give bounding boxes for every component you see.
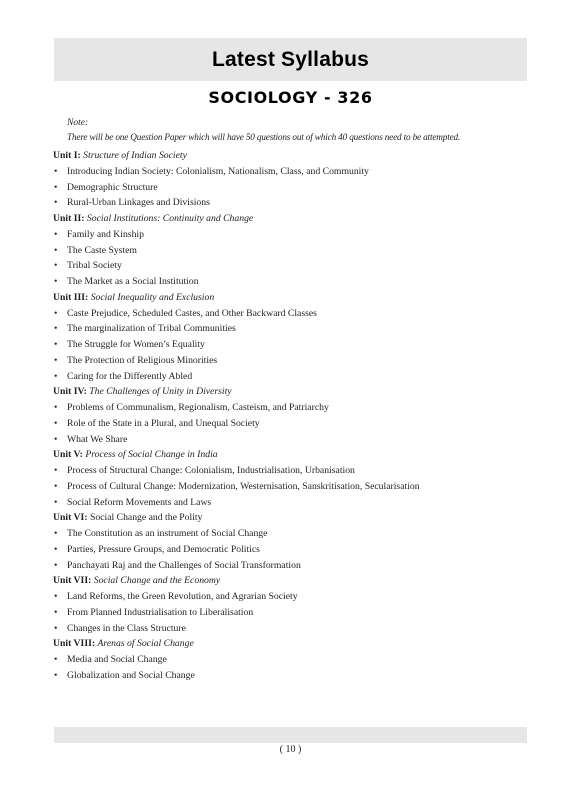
topic-list-item xyxy=(53,369,533,385)
unit-title: The Challenges of Unity in Diversity xyxy=(89,386,232,398)
topic-text: Process of Cultural Change: Modernization, Westernisation, Sanskritisation, Secularisation xyxy=(67,480,420,492)
topic-text: Land Reforms, the Green Revolution, and Agrarian Society xyxy=(67,591,298,602)
bullet-icon: • xyxy=(54,339,58,350)
topic-list-item xyxy=(53,337,533,353)
bullet-icon: • xyxy=(54,591,58,602)
topic-text: Tribal Society xyxy=(67,260,122,272)
bullet-icon: • xyxy=(54,370,58,382)
bullet-icon: • xyxy=(54,323,58,335)
topic-text: Process of Structural Change: Colonialism, Industrialisation, Urbanisation xyxy=(67,465,355,476)
bullet-icon: • xyxy=(54,528,58,539)
unit-label: Unit II: xyxy=(53,213,85,224)
unit-label: Unit V: xyxy=(53,449,83,461)
topic-list-item xyxy=(53,526,533,542)
topic-list-item xyxy=(53,227,533,243)
bullet-icon: • xyxy=(54,669,58,681)
topic-list-item xyxy=(53,558,533,574)
topic-list-item xyxy=(53,495,533,511)
topic-list-item xyxy=(53,668,533,684)
topic-text: Media and Social Change xyxy=(67,654,167,665)
title-banner xyxy=(54,38,527,81)
bullet-icon: • xyxy=(54,543,58,555)
topic-text: Parties, Pressure Groups, and Democratic Politics xyxy=(67,543,260,555)
unit-heading xyxy=(53,211,533,227)
topic-text: Role of the State in a Plural, and Unequal Society xyxy=(67,417,260,429)
topic-list-item xyxy=(53,605,533,621)
topic-text: What We Share xyxy=(67,433,128,445)
unit-label: Unit VIII: xyxy=(53,638,96,650)
bullet-icon: • xyxy=(54,276,58,287)
bullet-icon: • xyxy=(54,417,58,429)
topic-list-item xyxy=(53,416,533,432)
bullet-icon: • xyxy=(54,433,58,445)
bullet-icon: • xyxy=(54,559,58,571)
topic-text: Changes in the Class Structure xyxy=(67,622,186,634)
unit-heading xyxy=(53,510,533,526)
page-title: Latest Syllabus xyxy=(211,47,370,71)
unit-heading xyxy=(53,573,533,589)
unit-heading xyxy=(53,447,533,463)
bullet-icon: • xyxy=(54,622,58,634)
topic-text: Social Reform Movements and Laws xyxy=(67,496,212,508)
topic-text: Introducing Indian Society: Colonialism, Nationalism, Class, and Community xyxy=(67,165,369,177)
topic-list-item xyxy=(53,258,533,274)
unit-label: Unit I: xyxy=(53,150,81,161)
unit-title: Process of Social Change in India xyxy=(85,449,218,461)
topic-text: The Struggle for Women’s Equality xyxy=(67,339,205,350)
topic-text: Demographic Structure xyxy=(67,181,158,193)
topic-list-item xyxy=(53,195,533,211)
bullet-icon: • xyxy=(54,181,58,193)
topic-list-item xyxy=(53,652,533,668)
topic-list-item xyxy=(53,463,533,479)
topic-list-item xyxy=(53,164,533,180)
bullet-icon: • xyxy=(54,354,58,366)
bullet-icon: • xyxy=(54,260,58,272)
note-text: There will be one Question Paper which will have 50 questions out of which 40 questions need to be attempted. xyxy=(67,132,461,142)
bullet-icon: • xyxy=(54,654,58,665)
topic-text: Rural-Urban Linkages and Divisions xyxy=(67,197,210,209)
bullet-icon: • xyxy=(54,402,58,413)
topic-text: The Protection of Religious Minorities xyxy=(67,354,218,366)
topic-text: From Planned Industrialisation to Liberalisation xyxy=(67,606,254,618)
unit-label: Unit III: xyxy=(53,291,89,303)
bullet-icon: • xyxy=(54,480,58,492)
bullet-icon: • xyxy=(54,465,58,476)
unit-list xyxy=(53,148,533,684)
topic-text: Panchayati Raj and the Challenges of Social Transformation xyxy=(67,559,301,571)
topic-list-item xyxy=(53,180,533,196)
unit-heading xyxy=(53,636,533,652)
topic-text: The Caste System xyxy=(67,244,137,256)
bullet-icon: • xyxy=(54,228,58,240)
topic-list-item xyxy=(53,542,533,558)
footer-banner xyxy=(54,727,527,743)
unit-label: Unit VI: xyxy=(53,512,88,524)
bullet-icon: • xyxy=(54,197,58,209)
topic-text: The Market as a Social Institution xyxy=(67,276,199,287)
topic-text: Family and Kinship xyxy=(67,228,144,240)
topic-list-item xyxy=(53,432,533,448)
bullet-icon: • xyxy=(54,244,58,256)
topic-list-item xyxy=(53,589,533,605)
topic-list-item xyxy=(53,306,533,322)
note-label: Note: xyxy=(67,118,89,128)
unit-title: Social Institutions: Continuity and Change xyxy=(86,213,254,224)
topic-list-item xyxy=(53,479,533,495)
unit-title: Social Change and the Polity xyxy=(89,512,203,524)
bullet-icon: • xyxy=(54,496,58,508)
topic-text: Globalization and Social Change xyxy=(67,669,195,681)
unit-title: Social Inequality and Exclusion xyxy=(90,291,215,303)
subject-heading: SOCIOLOGY - 326 xyxy=(208,88,373,107)
topic-text: The marginalization of Tribal Communities xyxy=(67,323,236,335)
unit-label: Unit IV: xyxy=(53,386,87,398)
bullet-icon: • xyxy=(54,606,58,618)
unit-label: Unit VII: xyxy=(53,575,92,587)
topic-list-item xyxy=(53,621,533,637)
topic-text: Problems of Communalism, Regionalism, Casteism, and Patriarchy xyxy=(67,402,329,413)
topic-text: Caste Prejudice, Scheduled Castes, and Other Backward Classes xyxy=(67,307,317,319)
topic-list-item xyxy=(53,353,533,369)
topic-list-item xyxy=(53,321,533,337)
topic-list-item xyxy=(53,400,533,416)
bullet-icon: • xyxy=(54,165,58,177)
unit-title: Social Change and the Economy xyxy=(93,575,221,587)
topic-list-item xyxy=(53,274,533,290)
topic-text: Caring for the Differently Abled xyxy=(67,370,193,382)
page-number: ( 10 ) xyxy=(279,744,302,755)
unit-title: Structure of Indian Society xyxy=(83,150,187,161)
bullet-icon: • xyxy=(54,307,58,319)
unit-heading xyxy=(53,384,533,400)
topic-text: The Constitution as an instrument of Social Change xyxy=(67,528,268,539)
unit-heading xyxy=(53,148,533,164)
topic-list-item xyxy=(53,243,533,259)
unit-heading xyxy=(53,290,533,306)
unit-title: Arenas of Social Change xyxy=(97,638,194,650)
